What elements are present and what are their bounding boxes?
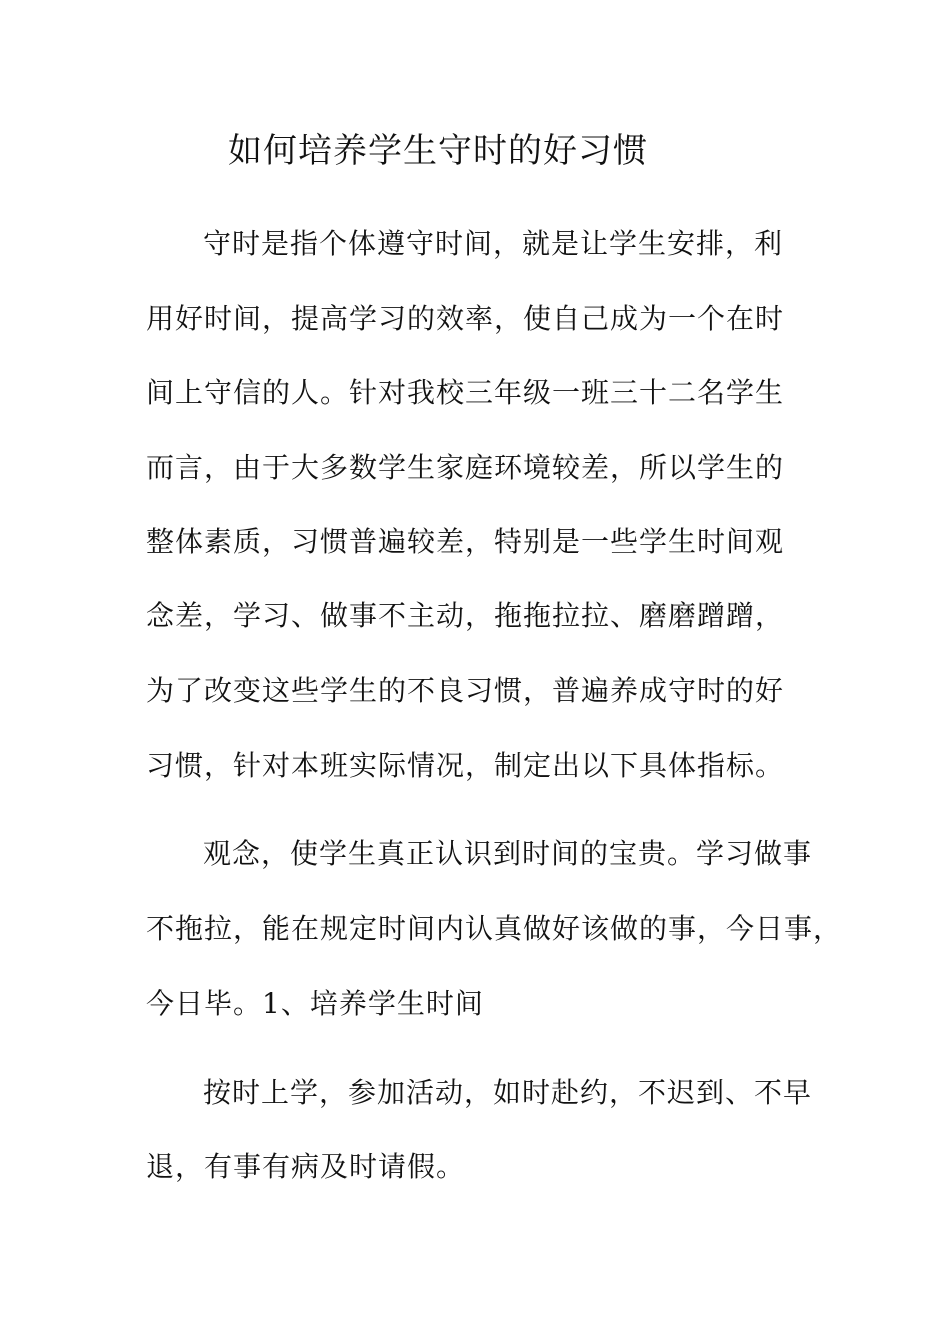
paragraph-line: 整体素质，习惯普遍较差，特别是一些学生时间观 bbox=[146, 525, 785, 558]
paragraph-line: 念差，学习、做事不主动，拖拖拉拉、磨磨蹭蹭， bbox=[146, 599, 785, 632]
paragraph-line: 守时是指个体遵守时间，就是让学生安排，利 bbox=[203, 227, 784, 260]
paragraph-line: 今日毕。1、培养学生时间 bbox=[146, 987, 484, 1020]
paragraph-line: 观念，使学生真正认识到时间的宝贵。学习做事 bbox=[203, 837, 813, 870]
paragraph-line: 用好时间，提高学习的效率，使自己成为一个在时 bbox=[146, 302, 785, 335]
paragraph-line: 退，有事有病及时请假。 bbox=[146, 1150, 466, 1183]
document-title: 如何培养学生守时的好习惯 bbox=[228, 131, 648, 171]
paragraph-line: 为了改变这些学生的不良习惯，普遍养成守时的好 bbox=[146, 674, 785, 707]
paragraph-line: 习惯，针对本班实际情况，制定出以下具体指标。 bbox=[146, 749, 785, 782]
paragraph-line: 按时上学，参加活动，如时赴约，不迟到、不早 bbox=[203, 1076, 813, 1109]
paragraph-line: 间上守信的人。针对我校三年级一班三十二名学生 bbox=[146, 376, 785, 409]
paragraph-line: 而言，由于大多数学生家庭环境较差，所以学生的 bbox=[146, 451, 785, 484]
paragraph-line: 不拖拉，能在规定时间内认真做好该做的事，今日事， bbox=[146, 912, 843, 945]
